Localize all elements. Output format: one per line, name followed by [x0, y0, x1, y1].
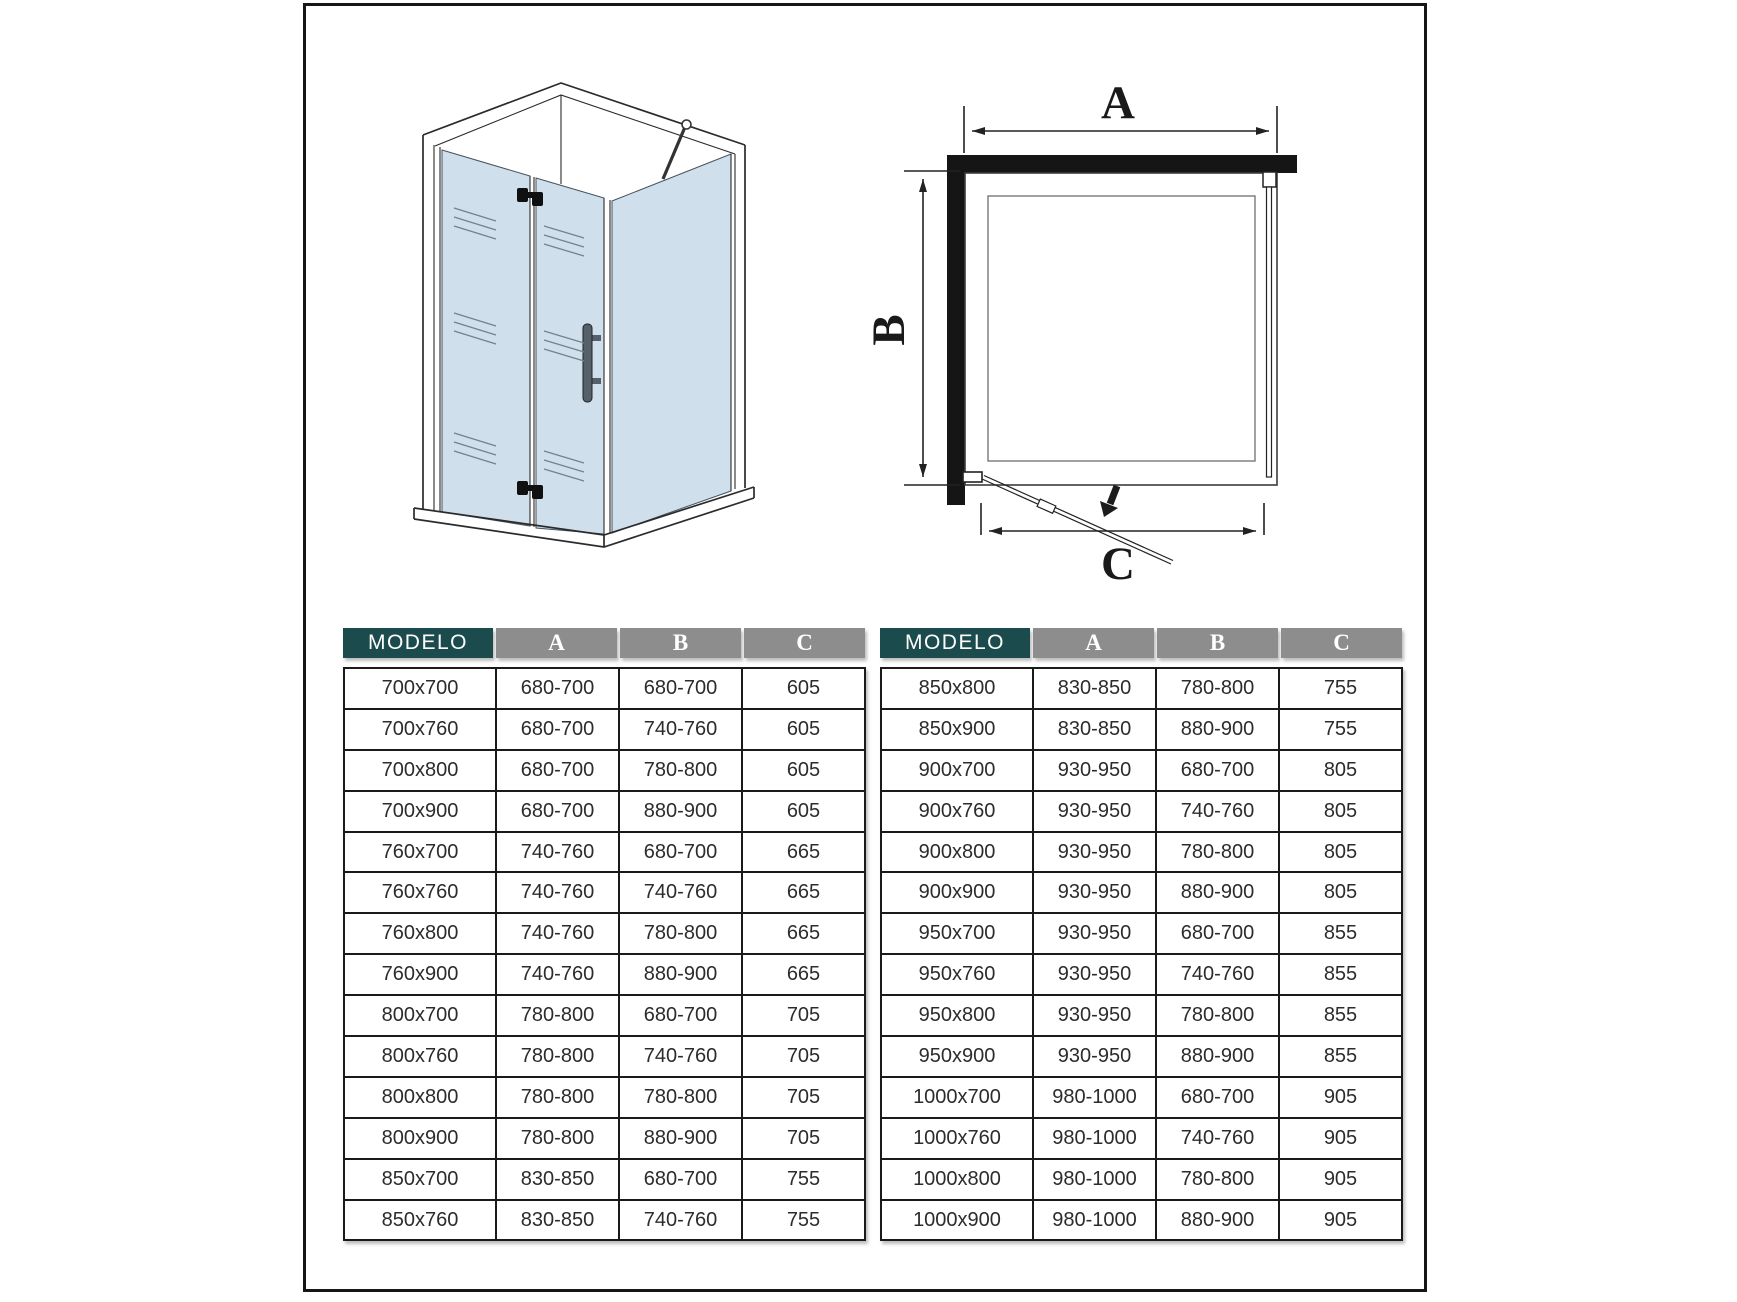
dimension-cell: 780-800: [1156, 668, 1279, 709]
dimension-cell: 905: [1279, 1200, 1402, 1241]
column-header-modelo: MODELO: [880, 628, 1030, 658]
enclosure-outline: [965, 173, 1277, 485]
dimension-cell: 855: [1279, 913, 1402, 954]
model-cell: 800x800: [344, 1077, 496, 1118]
dimension-cell: 930-950: [1033, 750, 1156, 791]
dimension-cell: 930-950: [1033, 872, 1156, 913]
dimension-cell: 830-850: [496, 1200, 619, 1241]
size-row: [881, 1036, 1402, 1077]
dimension-cell: 680-700: [1156, 750, 1279, 791]
size-table-left-header: [343, 628, 866, 658]
size-table-right: [880, 628, 1403, 1241]
dimension-cell: 755: [742, 1159, 865, 1200]
dimension-cell: 805: [1279, 750, 1402, 791]
size-row: [881, 709, 1402, 750]
dimension-cell: 680-700: [496, 750, 619, 791]
size-row: [881, 1200, 1402, 1241]
dimension-cell: 665: [742, 832, 865, 873]
dimension-cell: 705: [742, 1118, 865, 1159]
dimension-cell: 780-800: [496, 1077, 619, 1118]
dimension-cell: 705: [742, 1077, 865, 1118]
dimension-cell: 680-700: [496, 668, 619, 709]
dimension-cell: 880-900: [1156, 872, 1279, 913]
dimension-cell: 740-760: [496, 832, 619, 873]
dimension-cell: 680-700: [1156, 1077, 1279, 1118]
size-row: [344, 668, 865, 709]
side-panel-frame: [731, 154, 735, 491]
dimension-cell: 980-1000: [1033, 1118, 1156, 1159]
dimension-cell: 680-700: [619, 1159, 742, 1200]
size-grid-left: [343, 667, 866, 1241]
dimension-cell: 665: [742, 872, 865, 913]
dimension-cell: 605: [742, 791, 865, 832]
front-corner-profile: [604, 198, 610, 534]
size-row: [344, 954, 865, 995]
model-cell: 700x760: [344, 709, 496, 750]
dimension-cell: 780-800: [1156, 832, 1279, 873]
model-cell: 760x760: [344, 872, 496, 913]
dimension-cell: 780-800: [619, 750, 742, 791]
dimension-cell: 930-950: [1033, 791, 1156, 832]
dimension-cell: 855: [1279, 954, 1402, 995]
dimension-cell: 880-900: [1156, 709, 1279, 750]
model-cell: 900x760: [881, 791, 1033, 832]
dimension-cell: 665: [742, 913, 865, 954]
dimension-cell: 665: [742, 954, 865, 995]
dimension-cell: 740-760: [496, 954, 619, 995]
side-panel-glass-line: [1267, 187, 1272, 477]
dimension-cell: 740-760: [1156, 1118, 1279, 1159]
dimension-cell: 880-900: [1156, 1036, 1279, 1077]
size-row: [881, 995, 1402, 1036]
dimension-cell: 805: [1279, 832, 1402, 873]
size-row: [881, 1118, 1402, 1159]
dimension-cell: 780-800: [496, 1118, 619, 1159]
model-cell: 850x900: [881, 709, 1033, 750]
dimension-cell: 830-850: [1033, 668, 1156, 709]
dimension-cell: 740-760: [619, 872, 742, 913]
size-row: [344, 750, 865, 791]
dim-label-b: B: [863, 314, 915, 346]
dimension-cell: 605: [742, 750, 865, 791]
dimension-cell: 780-800: [496, 1036, 619, 1077]
dimension-cell: 680-700: [619, 995, 742, 1036]
side-panel-wall-profile: [1263, 172, 1276, 187]
support-bar-mount: [682, 120, 691, 129]
column-header-c: C: [744, 628, 865, 658]
model-cell: 1000x700: [881, 1077, 1033, 1118]
model-cell: 800x700: [344, 995, 496, 1036]
dimension-cell: 905: [1279, 1077, 1402, 1118]
dimension-cell: 740-760: [1156, 954, 1279, 995]
model-cell: 700x800: [344, 750, 496, 791]
dimension-cell: 705: [742, 995, 865, 1036]
model-cell: 800x760: [344, 1036, 496, 1077]
wall-left: [947, 155, 965, 505]
dimension-cell: 680-700: [496, 709, 619, 750]
size-row: [881, 791, 1402, 832]
dimension-cell: 980-1000: [1033, 1159, 1156, 1200]
size-row: [344, 709, 865, 750]
size-row: [881, 872, 1402, 913]
size-row: [344, 1159, 865, 1200]
door-swing-arrow-icon: [1100, 486, 1118, 517]
shower-enclosure-plan-drawing: [860, 58, 1390, 603]
model-cell: 800x900: [344, 1118, 496, 1159]
column-header-a: A: [1033, 628, 1154, 658]
dimension-cell: 930-950: [1033, 995, 1156, 1036]
size-row: [344, 1036, 865, 1077]
size-row: [344, 832, 865, 873]
door-pivot-block: [963, 472, 982, 482]
open-door-leaf: [982, 476, 1173, 565]
dimension-cell: 780-800: [1156, 995, 1279, 1036]
size-row: [344, 995, 865, 1036]
dimension-cell: 805: [1279, 872, 1402, 913]
model-cell: 760x700: [344, 832, 496, 873]
dimension-cell: 755: [1279, 709, 1402, 750]
model-cell: 900x900: [881, 872, 1033, 913]
size-row: [881, 954, 1402, 995]
dim-label-c: C: [1101, 538, 1135, 590]
dimension-cell: 805: [1279, 791, 1402, 832]
door-glass-panel-2: [536, 178, 604, 534]
model-cell: 950x760: [881, 954, 1033, 995]
shower-enclosure-3d-drawing: [368, 58, 788, 558]
model-cell: 900x800: [881, 832, 1033, 873]
size-row: [881, 668, 1402, 709]
dimension-cell: 830-850: [496, 1159, 619, 1200]
column-header-a: A: [496, 628, 617, 658]
model-cell: 850x700: [344, 1159, 496, 1200]
model-cell: 700x900: [344, 791, 496, 832]
size-table-left: [343, 628, 866, 1241]
size-row: [344, 791, 865, 832]
column-header-modelo: MODELO: [343, 628, 493, 658]
dimension-cell: 855: [1279, 1036, 1402, 1077]
size-row: [344, 872, 865, 913]
model-cell: 760x800: [344, 913, 496, 954]
size-row: [344, 1077, 865, 1118]
support-bar: [663, 127, 685, 179]
dim-label-a: A: [1101, 77, 1135, 129]
tray-outline: [988, 196, 1255, 461]
dimension-cell: 980-1000: [1033, 1200, 1156, 1241]
model-cell: 950x700: [881, 913, 1033, 954]
dimension-b: [863, 171, 960, 485]
dimension-cell: 930-950: [1033, 913, 1156, 954]
model-cell: 760x900: [344, 954, 496, 995]
size-row: [344, 1118, 865, 1159]
model-cell: 850x800: [881, 668, 1033, 709]
dimension-cell: 740-760: [1156, 791, 1279, 832]
dimension-cell: 680-700: [496, 791, 619, 832]
dimension-cell: 740-760: [619, 709, 742, 750]
dimension-cell: 905: [1279, 1118, 1402, 1159]
dimension-cell: 680-700: [619, 668, 742, 709]
dimension-cell: 705: [742, 1036, 865, 1077]
dimension-cell: 930-950: [1033, 1036, 1156, 1077]
dimension-cell: 740-760: [619, 1200, 742, 1241]
dimension-cell: 880-900: [619, 954, 742, 995]
dimension-cell: 855: [1279, 995, 1402, 1036]
size-table-right-header: [880, 628, 1403, 658]
dimension-cell: 740-760: [496, 913, 619, 954]
model-cell: 1000x800: [881, 1159, 1033, 1200]
wall-top: [947, 155, 1297, 173]
dimension-cell: 605: [742, 668, 865, 709]
model-cell: 1000x900: [881, 1200, 1033, 1241]
dimension-cell: 605: [742, 709, 865, 750]
size-row: [881, 750, 1402, 791]
dimension-cell: 880-900: [1156, 1200, 1279, 1241]
dimension-cell: 880-900: [619, 791, 742, 832]
size-row: [881, 1077, 1402, 1118]
model-cell: 950x800: [881, 995, 1033, 1036]
wall-top-outer-edge: [423, 83, 745, 145]
door-glass-panel-1: [442, 150, 530, 526]
dimension-cell: 880-900: [619, 1118, 742, 1159]
model-cell: 1000x760: [881, 1118, 1033, 1159]
size-row: [881, 832, 1402, 873]
dimension-cell: 680-700: [619, 832, 742, 873]
dimension-cell: 780-800: [619, 913, 742, 954]
dimension-cell: 780-800: [619, 1077, 742, 1118]
model-cell: 850x760: [344, 1200, 496, 1241]
dimension-cell: 755: [742, 1200, 865, 1241]
side-panel-glass: [612, 154, 731, 533]
dimension-cell: 930-950: [1033, 954, 1156, 995]
model-cell: 900x700: [881, 750, 1033, 791]
size-row: [881, 1159, 1402, 1200]
dimension-a: [964, 77, 1277, 153]
dimension-cell: 830-850: [1033, 709, 1156, 750]
column-header-b: B: [1157, 628, 1278, 658]
dimension-cell: 905: [1279, 1159, 1402, 1200]
dimension-cell: 780-800: [1156, 1159, 1279, 1200]
model-cell: 950x900: [881, 1036, 1033, 1077]
door-handle-plan: [1037, 499, 1056, 513]
door-fold-line: [530, 176, 534, 527]
dimension-cell: 980-1000: [1033, 1077, 1156, 1118]
dimension-cell: 740-760: [496, 872, 619, 913]
dimension-cell: 755: [1279, 668, 1402, 709]
column-header-b: B: [620, 628, 741, 658]
dimension-cell: 930-950: [1033, 832, 1156, 873]
dimension-cell: 780-800: [496, 995, 619, 1036]
size-row: [881, 913, 1402, 954]
dimension-cell: 680-700: [1156, 913, 1279, 954]
dimension-c: [981, 503, 1264, 590]
size-grid-right: [880, 667, 1403, 1241]
dimension-cell: 740-760: [619, 1036, 742, 1077]
model-cell: 700x700: [344, 668, 496, 709]
size-row: [344, 1200, 865, 1241]
size-row: [344, 913, 865, 954]
column-header-c: C: [1281, 628, 1402, 658]
